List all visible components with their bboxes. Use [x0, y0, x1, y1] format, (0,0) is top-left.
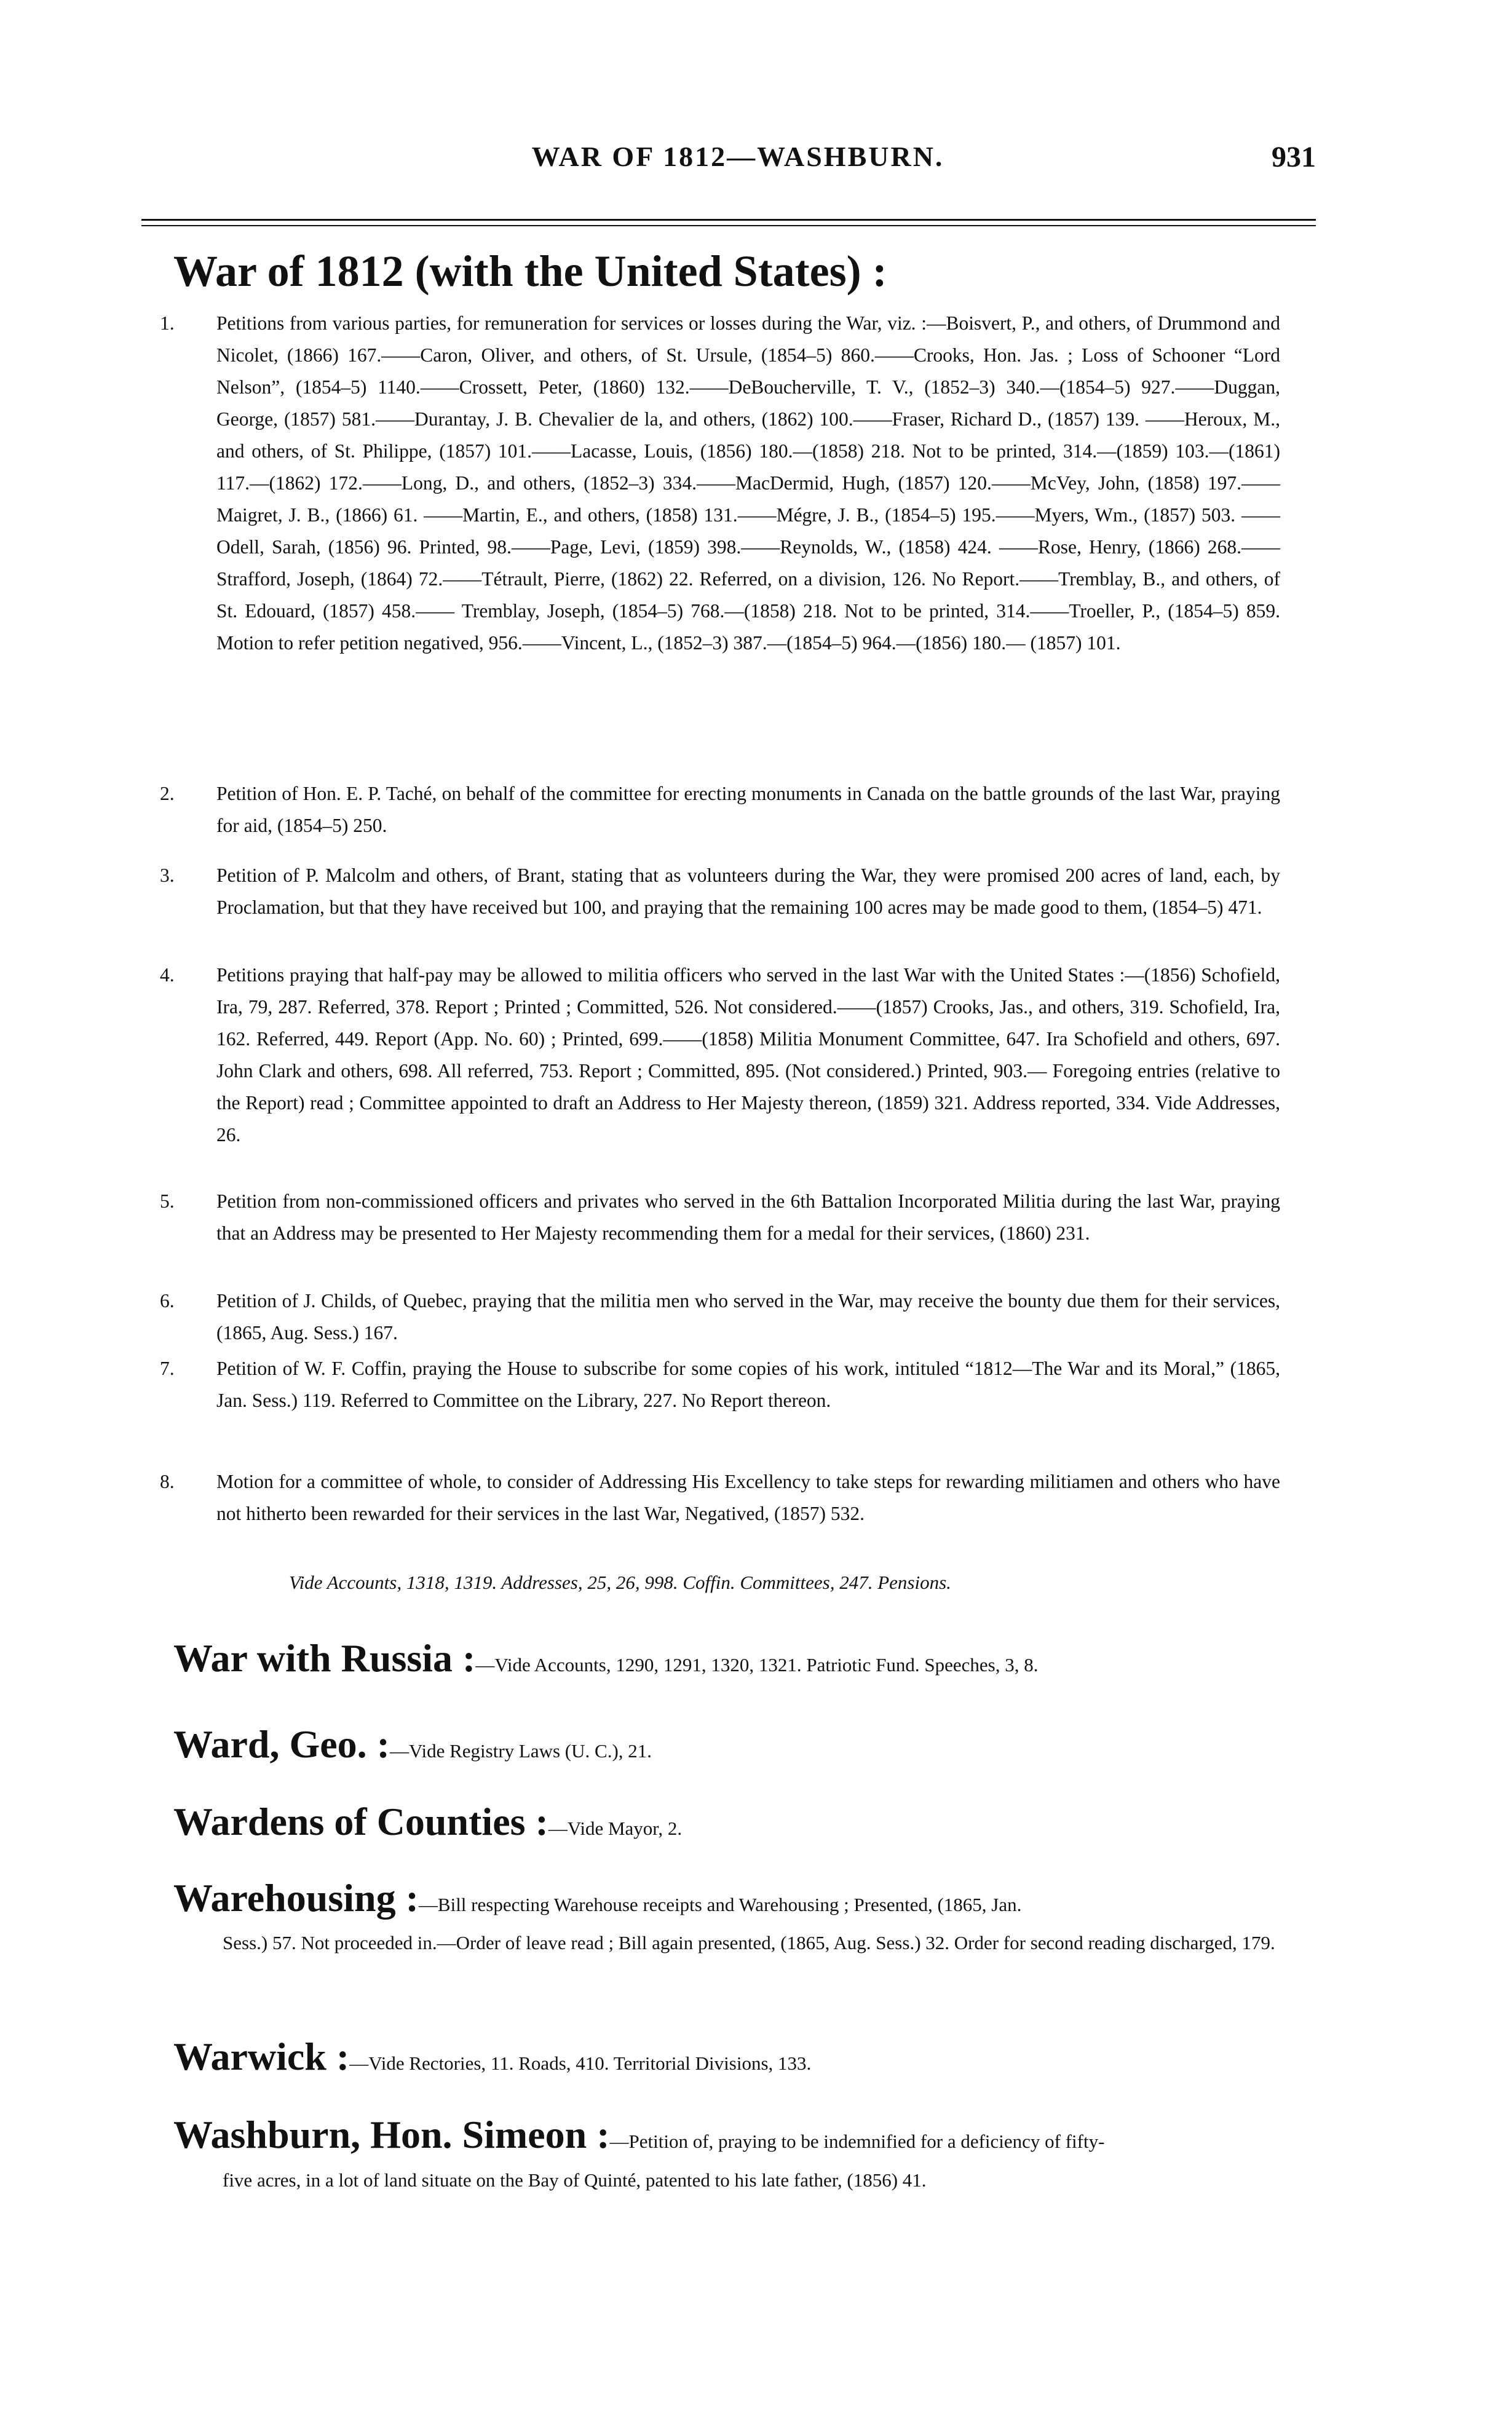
- heading-wardens-of-counties: [173, 1799, 682, 1845]
- entry-text: Petitions from various parties, for remuneration for services or losses during the War, viz. :—Boisvert, P., and others, of Drummond and Nicolet, (1866) 167.——Caron, Oliver, and others, of St. Ursule, (1854–5) 860.——Crooks, Hon. Jas. ; Loss of Schooner “Lord Nelson”, (1854–5) 1140.——Crossett, Peter, (1860) 132.——DeBoucherville, T. V., (1852–3) 340.—(1854–5) 927.——Duggan, George, (1857) 581.——Durantay, J. B. Chevalier de la, and others, (1862) 100.——Fraser, Richard D., (1857) 139. ——Heroux, M., and others, of St. Philippe, (1857) 101.——Lacasse, Louis, (1856) 180.—(1858) 218. Not to be printed, 314.—(1859) 103.—(1861) 117.—(1862) 172.——Long, D., and others, (1852–3) 334.——MacDermid, Hugh, (1857) 120.——McVey, John, (1858) 197.——Maigret, J. B., (1866) 61. ——Martin, E., and others, (1858) 131.——Mégre, J. B., (1854–5) 195.——Myers, Wm., (1857) 503. ——Odell, Sarah, (1856) 96. Printed, 98.——Page, Levi, (1859) 398.——Reynolds, W., (1858) 424. ——Rose, Henry, (1866) 268.——Strafford, Joseph, (1864) 72.——Tétrault, Pierre, (1862) 22. Referred, on a division, 126. No Report.——Tremblay, B., and others, of St. Edouard, (1857) 458.—— Tremblay, Joseph, (1854–5) 768.—(1858) 218. Not to be printed, 314.——Troeller, P., (1854–5) 859. Motion to refer petition negatived, 956.——Vincent, L., (1852–3) 387.—(1854–5) 964.—(1856) 180.— (1857) 101.: [216, 312, 1280, 654]
- entry-7: [160, 1353, 1280, 1417]
- entry-6: [160, 1285, 1280, 1349]
- heading-title: Wardens of Counties :: [173, 1800, 548, 1843]
- page-number: 931: [1272, 141, 1316, 173]
- heading-title: Warehousing :: [173, 1876, 419, 1920]
- entry-number: 3.: [160, 865, 175, 886]
- entry-number: 1.: [160, 312, 175, 334]
- running-title: WAR OF 1812—WASHBURN.: [531, 141, 944, 172]
- heading-title: Washburn, Hon. Simeon :: [173, 2113, 610, 2156]
- header-rule: [141, 219, 1316, 221]
- running-head: [160, 140, 1316, 183]
- heading-washburn-simeon: [173, 2112, 1104, 2158]
- heading-war-of-1812: War of 1812 (with the United States) :: [173, 247, 887, 296]
- vide-references: Vide Accounts, 1318, 1319. Addresses, 25, 26, 998. Coffin. Committees, 247. Pensions.: [289, 1572, 951, 1593]
- heading-title: Warwick :: [173, 2035, 350, 2078]
- entry-text: Petitions praying that half-pay may be allowed to militia officers who served in the last War with the United States :—(1856) Schofield, Ira, 79, 287. Referred, 378. Report ; Printed ; Committed, 526. Not considered.——(1857) Crooks, Jas., and others, 319. Schofield, Ira, 162. Referred, 449. Report (App. No. 60) ; Printed, 699.——(1858) Militia Monument Committee, 647. Ira Schofield and others, 697. John Clark and others, 698. All referred, 753. Report ; Committed, 895. (Not considered.) Printed, 903.— Foregoing entries (relative to the Report) read ; Committee appointed to draft an Address to Her Majesty thereon, (1859) 321. Address reported, 334. Vide Addresses, 26.: [216, 964, 1280, 1146]
- entry-text: Petition of J. Childs, of Quebec, praying that the militia men who served in the War, may receive the bounty due them for their services, (1865, Aug. Sess.) 167.: [216, 1290, 1280, 1344]
- entry-number: 7.: [160, 1358, 175, 1379]
- heading-subtext: —Vide Registry Laws (U. C.), 21.: [389, 1740, 652, 1762]
- entry-number: 5.: [160, 1190, 175, 1212]
- heading-subtext: —Vide Mayor, 2.: [548, 1818, 683, 1839]
- heading-title: Ward, Geo. :: [173, 1722, 390, 1766]
- heading-subtext: —Vide Rectories, 11. Roads, 410. Territorial Divisions, 133.: [349, 2052, 812, 2074]
- heading-war-with-russia: [173, 1636, 1038, 1681]
- entry-number: 2.: [160, 783, 175, 804]
- heading-subtext: —Petition of, praying to be indemnified for a deficiency of fifty-: [609, 2131, 1105, 2152]
- entry-3: [160, 860, 1280, 924]
- entry-number: 6.: [160, 1290, 175, 1312]
- entry-8: [160, 1466, 1280, 1530]
- heading-ward-geo: [173, 1722, 652, 1767]
- entry-5: [160, 1185, 1280, 1249]
- heading-subtext: —Vide Accounts, 1290, 1291, 1320, 1321. Patriotic Fund. Speeches, 3, 8.: [475, 1654, 1039, 1676]
- entry-text: Motion for a committee of whole, to consider of Addressing His Excellency to take steps for rewarding militiamen and others who have not hitherto been rewarded for their services in the last War, Negatived, (1857) 532.: [216, 1471, 1280, 1524]
- header-rule-thin: [141, 225, 1316, 226]
- heading-warehousing: [173, 1875, 1021, 1921]
- entry-number: 4.: [160, 964, 175, 986]
- heading-warwick: [173, 2034, 811, 2080]
- entry-text: Petition from non-commissioned officers and privates who served in the 6th Battalion Incorporated Militia during the last War, praying that an Address may be presented to Her Majesty recommending them for a medal for their services, (1860) 231.: [216, 1190, 1280, 1244]
- entry-text: Petition of P. Malcolm and others, of Brant, stating that as volunteers during the War, they were promised 200 acres of land, each, by Proclamation, but that they have received but 100, and praying that the remaining 100 acres may be made good to them, (1854–5) 471.: [216, 865, 1280, 918]
- heading-title: War with Russia :: [173, 1636, 476, 1680]
- entry-number: 8.: [160, 1471, 175, 1492]
- entry-text: Petition of Hon. E. P. Taché, on behalf of the committee for erecting monuments in Canada on the battle grounds of the last War, praying for aid, (1854–5) 250.: [216, 783, 1280, 836]
- entry-2: [160, 778, 1280, 842]
- heading-subtext: —Bill respecting Warehouse receipts and Warehousing ; Presented, (1865, Jan.: [418, 1894, 1022, 1915]
- washburn-text: five acres, in a lot of land situate on the Bay of Quinté, patented to his late father, (1856) 41.: [223, 2169, 927, 2191]
- entry-4: [160, 959, 1280, 1151]
- entry-text: Petition of W. F. Coffin, praying the House to subscribe for some copies of his work, intituled “1812—The War and its Moral,” (1865, Jan. Sess.) 119. Referred to Committee on the Library, 227. No Report thereon.: [216, 1358, 1280, 1411]
- warehousing-text: Sess.) 57. Not proceeded in.—Order of leave read ; Bill again presented, (1865, Aug. Sess.) 32. Order for second reading discharged, 179.: [223, 1932, 1275, 1953]
- entry-1: [160, 307, 1280, 659]
